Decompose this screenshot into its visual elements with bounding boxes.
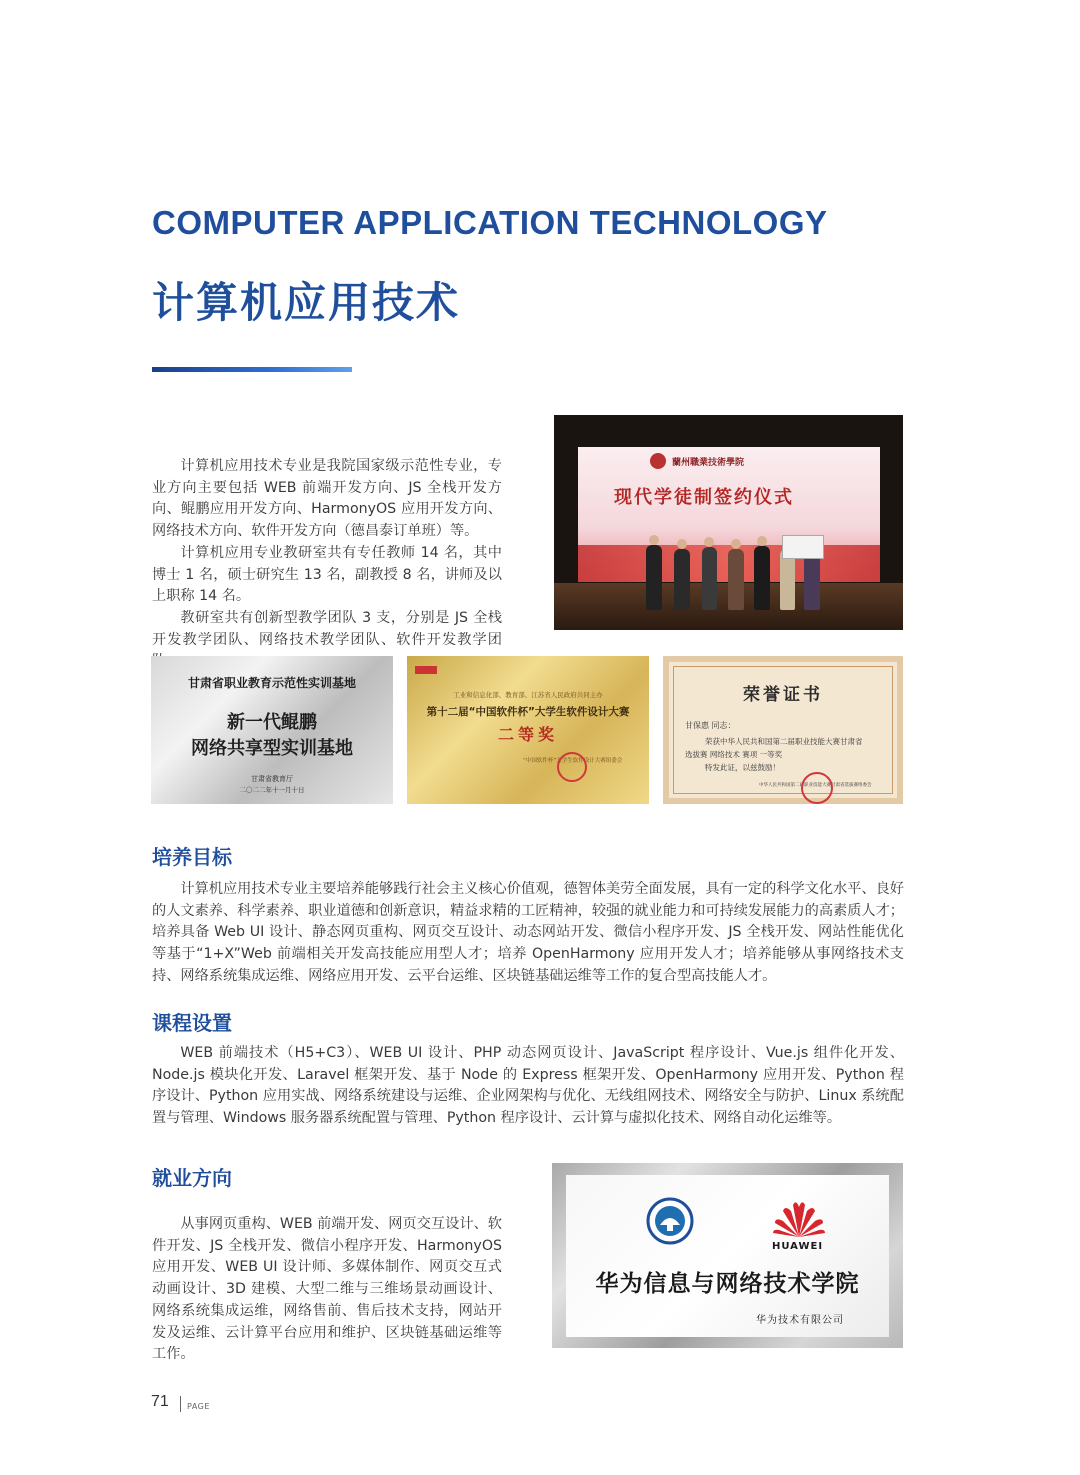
intro-paragraph-2: 计算机应用专业教研室共有专任教师 14 名，其中博士 1 名，硕士研究生 13 名，副教授 8 名，讲师及以上职称 14 名。 bbox=[152, 544, 502, 605]
section-careers-body bbox=[152, 1214, 502, 1366]
event-logo-icon bbox=[415, 666, 437, 674]
plaque-software-cup bbox=[407, 656, 649, 804]
person-head bbox=[677, 539, 687, 549]
huawei-brand-text: HUAWEI bbox=[772, 1241, 824, 1252]
certificate-body-3: 特发此证，以兹鼓励！ bbox=[705, 763, 780, 772]
person-head bbox=[757, 536, 767, 546]
ceremony-school-name: 蘭州職業技術學院 bbox=[672, 458, 745, 468]
huawei-academy-plaque bbox=[552, 1163, 903, 1348]
certificate-issuer: 中华人民共和国第二届职业技能大赛甘肃省选拔赛组委会 bbox=[759, 783, 872, 788]
section-courses-text: WEB 前端技术（H5+C3）、WEB UI 设计、PHP 动态网页设计、JavaScript 程序设计、Vue.js 组件化开发、Node.js 模块化开发、Laravel 框架开发、基于 Node 的 Express 框架开发、OpenHarmony 应用开发、Python 程序设计、Python 应用实战、网络系统建设与运维、企业网架构与优化、无线组网技术、网络安全与防护、Linux 系统配置与管理、Windows 服务器系统配置与管理、Python 程序设计、云计算与虚拟化技术、网络自动化运维等。 bbox=[152, 1045, 904, 1127]
seal-icon bbox=[801, 772, 833, 804]
school-emblem-icon bbox=[646, 1197, 694, 1245]
signing-board bbox=[782, 535, 824, 559]
title-english: COMPUTER APPLICATION TECHNOLOGY bbox=[152, 204, 828, 241]
certificate-name-line: 甘保惠 同志： bbox=[685, 721, 736, 730]
section-courses-body bbox=[152, 1043, 904, 1130]
section-goals-body bbox=[152, 879, 904, 988]
honor-certificate bbox=[663, 656, 903, 804]
page-number: 71 bbox=[151, 1393, 169, 1410]
school-logo-icon bbox=[650, 453, 666, 469]
footer-separator bbox=[180, 1396, 181, 1412]
certificate-title: 荣誉证书 bbox=[743, 685, 823, 705]
plaque2-footer: “中国软件杯”大学生软件设计大赛组委会 bbox=[523, 758, 623, 764]
plaque-training-base bbox=[151, 656, 393, 804]
seal-icon bbox=[557, 752, 587, 782]
plaque2-title: 第十二届“中国软件杯”大学生软件设计大赛 bbox=[426, 706, 630, 718]
title-chinese: 计算机应用技术 bbox=[152, 278, 461, 327]
huawei-plaque-company: 华为技术有限公司 bbox=[756, 1315, 844, 1326]
person-figure bbox=[646, 545, 662, 610]
section-heading-courses: 课程设置 bbox=[152, 1011, 232, 1035]
person-figure bbox=[702, 547, 717, 610]
person-figure bbox=[674, 549, 690, 610]
huawei-plaque-card bbox=[566, 1175, 889, 1337]
section-careers-text: 从事网页重构、WEB 前端开发、网页交互设计、软件开发、JS 全栈开发、微信小程序开发、HarmonyOS 应用开发、WEB UI 设计师、多媒体制作、网页交互式动画设计、3D 建模、大型二维与三维场景动画设计、网络系统集成运维，网络售前、售后技术支持，网站开发及运维、云计算平台应用和维护、区块链基础运维等工作。 bbox=[152, 1216, 502, 1363]
ceremony-photo bbox=[554, 415, 903, 630]
plaque1-header: 甘肃省职业教育示范性实训基地 bbox=[187, 676, 356, 690]
plaque2-award: 二等奖 bbox=[497, 725, 558, 744]
person-figure bbox=[754, 546, 770, 610]
section-goals-text: 计算机应用技术专业主要培养能够践行社会主义核心价值观，德智体美劳全面发展，具有一定的科学文化水平、良好的人文素养、科学素养、职业道德和创新意识，精益求精的工匠精神，较强的就业能力和可持续发展能力的高素质人才；培养具备 Web UI 设计、静态网页重构、网页交互设计、动态网站开发、微信小程序开发、JS 全栈开发、网站性能优化等基于“1+X”Web 前端相关开发高技能应用型人才；培养 OpenHarmony 应用开发人才；培养能够从事网络技术支持、网络系统集成运维、网络应用开发、云平台运维、区块链基础运维等工作的复合型高技能人才。 bbox=[152, 881, 904, 984]
plaque1-issuer: 甘肃省教育厅 bbox=[251, 775, 293, 783]
plaque2-header: 工业和信息化部、教育部、江苏省人民政府共同主办 bbox=[453, 691, 603, 699]
intro-paragraph-3: 教研室共有创新型教学团队 3 支，分别是 JS 全栈开发教学团队、网络技术教学团队、软件开发教学团 bbox=[152, 609, 502, 648]
plaque1-title-1: 新一代鲲鹏 bbox=[227, 712, 317, 733]
person-head bbox=[704, 537, 714, 547]
plaque1-date: 二〇二二年十一月十日 bbox=[239, 786, 305, 794]
section-heading-careers: 就业方向 bbox=[152, 1166, 232, 1190]
plaque1-title-2: 网络共享型实训基地 bbox=[191, 738, 353, 759]
person-head bbox=[731, 539, 741, 549]
person-head bbox=[649, 535, 659, 545]
ceremony-banner: 现代学徒制签约仪式 bbox=[614, 487, 794, 508]
certificate-body-1: 荣获中华人民共和国第二届职业技能大赛甘肃省 bbox=[705, 737, 863, 746]
section-heading-goals: 培养目标 bbox=[152, 845, 232, 869]
title-underline bbox=[152, 367, 352, 372]
huawei-plaque-title: 华为信息与网络技术学院 bbox=[595, 1270, 860, 1297]
intro-text bbox=[152, 456, 502, 673]
person-figure bbox=[728, 549, 744, 610]
footer-page-label: PAGE bbox=[187, 1402, 210, 1411]
huawei-logo-icon bbox=[769, 1197, 829, 1239]
certificate-body-2: 选拔赛 网络技术 赛项 一等奖 bbox=[685, 750, 783, 759]
intro-paragraph-1: 计算机应用技术专业是我院国家级示范性专业，专业方向主要包括 WEB 前端开发方向、JS 全栈开发方向、鲲鹏应用开发方向、HarmonyOS 应用开发方向、网络技术方向、软件开发方向（德昌泰订单班）等。 bbox=[152, 458, 502, 540]
